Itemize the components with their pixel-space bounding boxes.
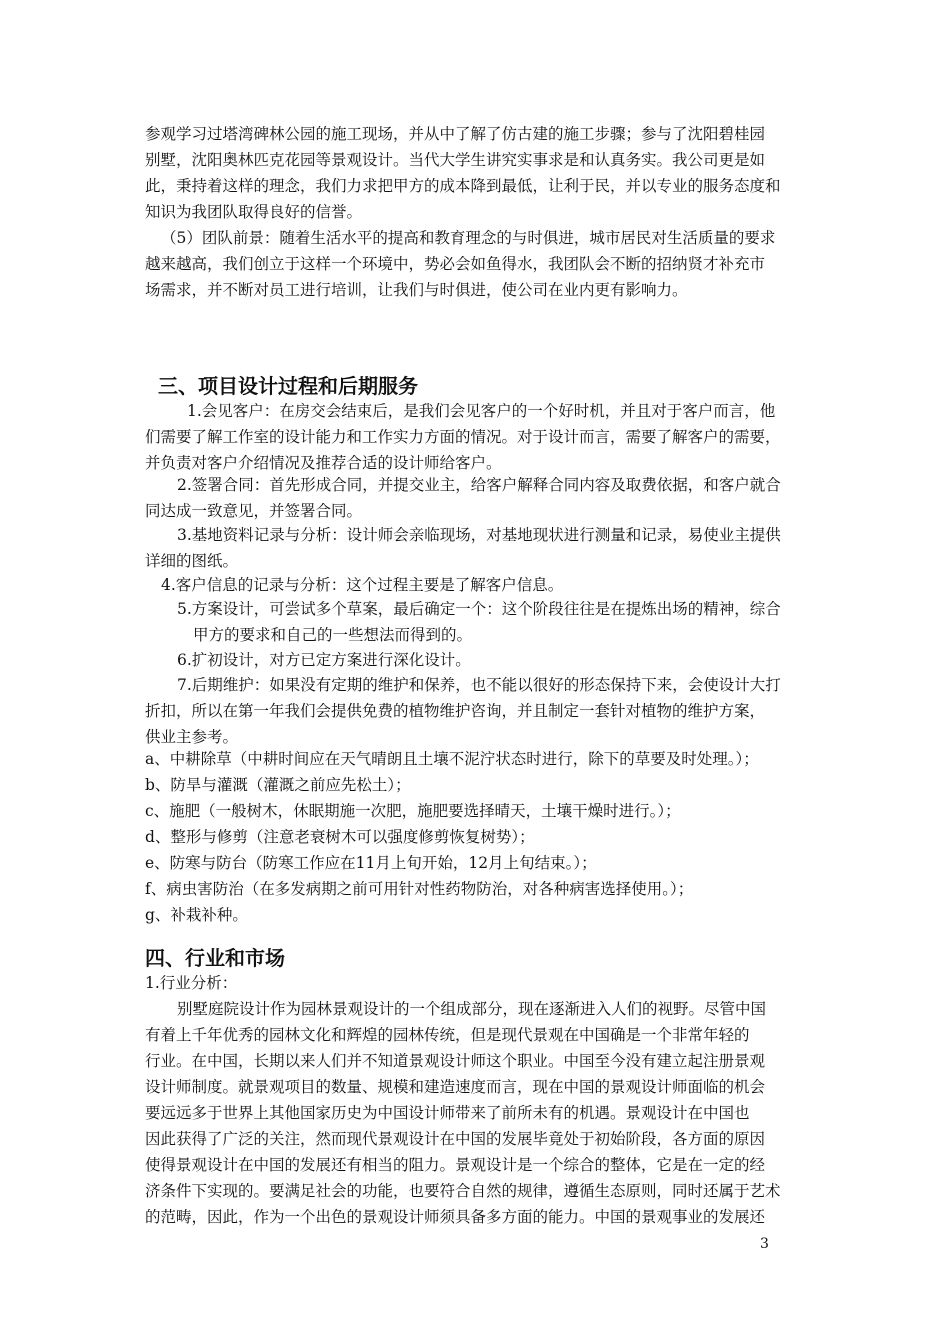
list-item: g、补栽补种。 [145, 906, 248, 924]
list-item: f、病虫害防治（在多发病期之前可用针对性药物防治，对各种病害选择使用。）； [145, 880, 694, 898]
paragraph-industry [145, 996, 815, 1230]
text-line: 甲方的要求和自己的一些想法而得到的。 [193, 626, 473, 644]
text-line: 1.会见客户：在房交会结束后，是我们会见客户的一个好时机，并且对于客户而言，他 [187, 402, 776, 420]
text-line: 越来越高，我们创立于这样一个环境中，势必会如鱼得水，我团队会不断的招纳贤才补充市 [145, 255, 766, 273]
text-line: 详细的图纸。 [145, 552, 239, 570]
step-3 [145, 522, 815, 574]
text-line: 并负责对客户介绍情况及推荐合适的设计师给客户。 [145, 454, 502, 472]
text-line: 别墅庭院设计作为园林景观设计的一个组成部分，现在逐渐进入人们的视野。尽管中国 [177, 1000, 767, 1018]
text-line: 有着上千年优秀的园林文化和辉煌的园林传统，但是现代景观在中国确是一个非常年轻的 [145, 1026, 750, 1044]
text-line: 2.签署合同：首先形成合同，并提交业主，给客户解释合同内容及取费依据，和客户就合 [177, 476, 781, 494]
section-heading-4: 四、行业和市场 [145, 946, 285, 970]
text-line: 参观学习过塔湾碑林公园的施工现场，并从中了解了仿古建的施工步骤；参与了沈阳碧桂园 [145, 125, 766, 143]
text-line: 行业。在中国，长期以来人们并不知道景观设计师这个职业。中国至今没有建立起注册景观 [145, 1052, 766, 1070]
text-line: 们需要了解工作室的设计能力和工作实力方面的情况。对于设计而言，需要了解客户的需要， [145, 428, 781, 446]
text-line: 同达成一致意见，并签署合同。 [145, 502, 363, 520]
text-line: 使得景观设计在中国的发展还有相当的阻力。景观设计是一个综合的整体，它是在一定的经 [145, 1156, 766, 1174]
step-4 [145, 572, 815, 598]
text-line: 别墅，沈阳奥林匹克花园等景观设计。当代大学生讲究实事求是和认真务实。我公司更是如 [145, 151, 766, 169]
text-line: 因此获得了广泛的关注，然而现代景观设计在中国的发展毕竟处于初始阶段，各方面的原因 [145, 1130, 766, 1148]
text-line: 5.方案设计，可尝试多个草案，最后确定一个：这个阶段往往是在提炼出场的精神，综合 [177, 600, 781, 618]
step-7 [145, 672, 815, 750]
list-item: a、中耕除草（中耕时间应在天气晴朗且土壤不泥泞状态时进行，除下的草要及时处理。）； [145, 750, 759, 768]
list-item: c、施肥（一般树木，休眠期施一次肥，施肥要选择晴天，土壤干燥时进行。）； [145, 802, 681, 820]
list-item: d、整形与修剪（注意老衰树木可以强度修剪恢复树势）； [145, 828, 535, 846]
step-1 [145, 398, 815, 476]
industry-analysis-label [145, 970, 815, 996]
text-line: 3.基地资料记录与分析：设计师会亲临现场，对基地现状进行测量和记录，易使业主提供 [177, 526, 781, 544]
paragraph-intro [145, 121, 815, 225]
list-item: b、防旱与灌溉（灌溉之前应先松土）； [145, 776, 411, 794]
text-line: 的范畴，因此，作为一个出色的景观设计师须具备多方面的能力。中国的景观事业的发展还 [145, 1208, 766, 1226]
text-line: 1.行业分析： [145, 974, 238, 992]
text-line: 7.后期维护：如果没有定期的维护和保养，也不能以很好的形态保持下来，会使设计大打 [177, 676, 781, 694]
text-line: 折扣，所以在第一年我们会提供免费的植物维护咨询，并且制定一套针对植物的维护方案， [145, 702, 766, 720]
text-line: 供业主参考。 [145, 728, 239, 746]
text-line: （5）团队前景：随着生活水平的提高和教育理念的与时俱进，城市居民对生活质量的要求 [161, 229, 776, 247]
text-line: 6.扩初设计，对方已定方案进行深化设计。 [177, 651, 471, 669]
text-line: 知识为我团队取得良好的信誉。 [145, 203, 363, 221]
maintenance-list [145, 746, 815, 928]
step-6 [145, 647, 815, 673]
text-line: 4.客户信息的记录与分析：这个过程主要是了解客户信息。 [161, 576, 564, 594]
text-line: 要远远多于世界上其他国家历史为中国设计师带来了前所未有的机遇。景观设计在中国也 [145, 1104, 750, 1122]
step-2 [145, 472, 815, 524]
text-line: 此，秉持着这样的理念，我们力求把甲方的成本降到最低，让利于民，并以专业的服务态度和 [145, 177, 781, 195]
section-heading-3: 三、项目设计过程和后期服务 [158, 374, 418, 398]
text-line: 场需求，并不断对员工进行培训，让我们与时俱进，使公司在业内更有影响力。 [145, 281, 688, 299]
list-item: e、防寒与防台（防寒工作应在11月上旬开始，12月上旬结束。）； [145, 854, 597, 872]
step-5 [145, 596, 815, 648]
page-number: 3 [760, 1236, 769, 1252]
paragraph-team-outlook [145, 225, 815, 303]
text-line: 设计师制度。就景观项目的数量、规模和建造速度而言，现在中国的景观设计师面临的机会 [145, 1078, 766, 1096]
text-line: 济条件下实现的。要满足社会的功能，也要符合自然的规律，遵循生态原则，同时还属于艺术 [145, 1182, 781, 1200]
